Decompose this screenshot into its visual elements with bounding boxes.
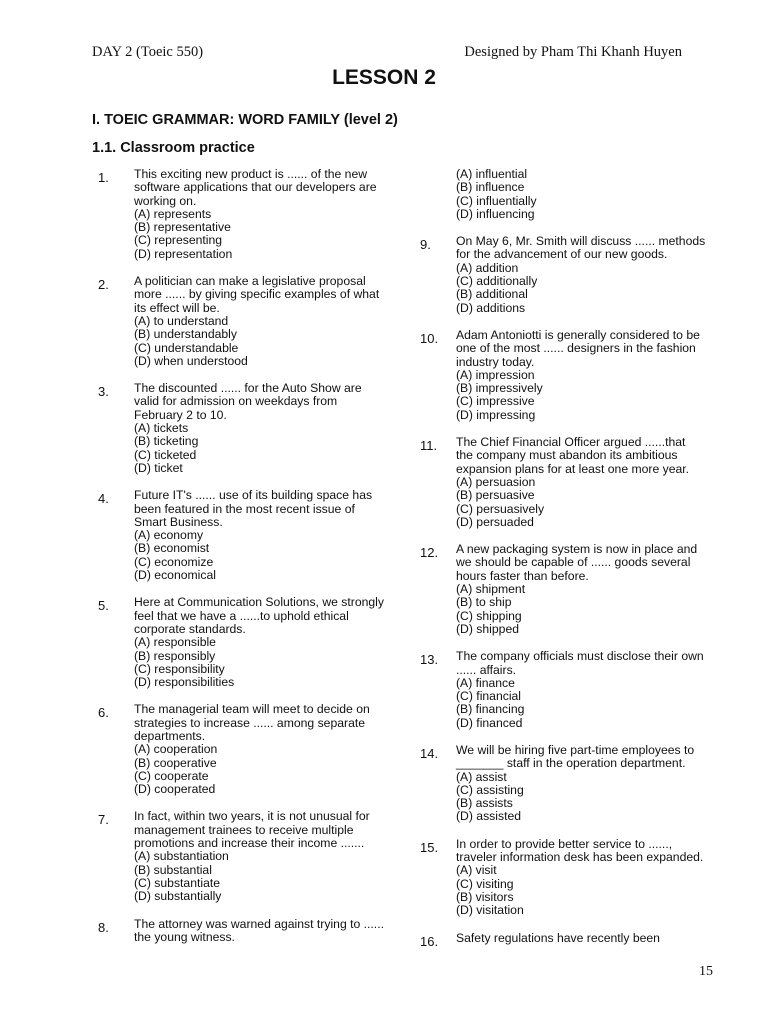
question-number: 3. [98,384,109,400]
answer-option: (D) visitation [456,903,524,918]
answer-option: (B) financing [456,702,525,717]
answer-option: (D) economical [134,568,216,583]
section-title: I. TOEIC GRAMMAR: WORD FAMILY (level 2) [92,112,398,128]
question-body [456,932,720,945]
question-body [456,235,720,315]
answer-option: (A) to understand [134,313,229,328]
question-text: Safety regulations have recently been [456,930,660,945]
answer-option: (D) impressing [456,407,536,422]
question-item [98,810,398,903]
answer-option: (A) tickets [134,421,189,436]
answer-option: (B) additional [456,287,528,302]
answer-option: (C) cooperate [134,768,209,783]
answer-option: (B) visitors [456,889,514,904]
question-text: On May 6, Mr. Smith will discuss ...... methods for the advancement of our new goods. [456,234,706,262]
question-item [98,382,398,475]
question-text: In order to provide better service to ......, traveler information desk has been expanded. [456,836,704,865]
right-column [420,168,720,959]
question-body [134,489,398,582]
question-text: The company officials must disclose their own ...... affairs. [456,649,704,677]
question-text: The attorney was warned against trying to ...... the young witness. [134,916,384,944]
answer-option: (C) representing [134,233,223,248]
answer-option: (B) economist [134,541,210,556]
answer-option: (C) economize [134,554,214,569]
answer-option: (B) to ship [456,595,512,610]
question-body [456,838,720,918]
question-number: 14. [420,745,439,761]
question-body [456,744,720,824]
answer-option: (D) substantially [134,889,222,904]
question-item [98,489,398,582]
answer-option: (D) influencing [456,206,535,221]
answer-option: (B) assists [456,796,513,811]
answer-option: (D) representation [134,246,233,261]
question-number: 15. [420,839,439,855]
answer-option: (A) influential [456,167,528,181]
question-body [134,918,398,945]
answer-option: (C) understandable [134,340,239,355]
question-item [420,329,720,422]
question-text: The managerial team will meet to decide on strategies to increase ...... among separate departments. [134,702,370,743]
question-body [456,436,720,529]
question-body [456,329,720,422]
question-text: Here at Communication Solutions, we strongly feel that we have a ......to uphold ethical corporate standards. [134,595,384,636]
question-item [420,838,720,918]
question-body [134,596,398,689]
answer-option: (B) cooperative [134,755,217,770]
left-column [98,168,398,958]
answer-option: (A) represents [134,206,212,221]
question-number: 8. [98,919,109,935]
question-number: 12. [420,545,439,561]
answer-option: (A) substantiation [134,849,229,864]
answer-option: (B) ticketing [134,434,199,449]
question-body [134,275,398,368]
answer-option: (D) ticket [134,460,183,475]
answer-option: (A) finance [456,675,515,690]
question-number: 7. [98,812,109,828]
answer-option: (C) persuasively [456,501,545,516]
answer-option: (C) shipping [456,608,522,623]
answer-option: (C) substantiate [134,875,221,890]
page-number: 15 [699,964,713,979]
question-text: A new packaging system is now in place and we should be capable of ...... goods several hours faster than before. [456,542,698,583]
question-8-options [456,168,720,221]
answer-option: (A) assist [456,769,507,784]
question-number: 6. [98,705,109,721]
question-number: 16. [420,933,439,949]
question-item [98,703,398,796]
question-number: 9. [420,237,431,253]
question-item [98,918,398,945]
question-item [98,168,398,261]
answer-option: (B) responsibly [134,648,216,663]
question-item [420,930,720,949]
answer-option: (D) responsibilities [134,675,235,690]
question-item [98,275,398,368]
answer-option: (D) financed [456,715,523,730]
answer-option: (C) additionally [456,274,538,289]
question-number: 13. [420,652,439,668]
answer-option: (B) substantial [134,862,212,877]
question-body [134,382,398,475]
question-body [134,703,398,796]
question-number: 10. [420,330,439,346]
answer-option: (B) influence [456,180,525,195]
question-item [420,650,720,730]
answer-option: (C) ticketed [134,447,197,462]
question-number: 2. [98,277,109,293]
question-item [98,596,398,689]
answer-option: (B) understandably [134,327,237,342]
question-body [456,650,720,730]
question-body [134,168,398,261]
answer-option: (D) when understood [134,353,248,368]
question-number: 4. [98,491,109,507]
answer-option: (D) cooperated [134,782,216,797]
question-item [420,436,720,529]
question-number: 1. [98,170,109,185]
question-number: 11. [420,438,438,454]
question-body [456,543,720,636]
answer-option: (D) assisted [456,809,522,824]
question-text: Adam Antoniotti is generally considered to be one of the most ...... designers in the fashion industry today. [456,327,700,369]
answer-option: (A) responsible [134,635,216,650]
answer-option: (C) responsibility [134,661,225,676]
answer-option: (D) persuaded [456,514,534,529]
question-text: We will be hiring five part-time employees to _______ staff in the operation department. [456,742,695,771]
question-item [420,235,720,315]
answer-option: (D) shipped [456,621,519,636]
question-text: A politician can make a legislative proposal more ...... by giving specific examples of what its effect will be. [134,274,380,315]
header-left: DAY 2 (Toeic 550) [92,44,204,60]
answer-option: (A) cooperation [134,742,218,757]
question-text: In fact, within two years, it is not unusual for management trainees to receive multiple promotions and increase their income ....... [134,809,370,851]
answer-option: (B) persuasive [456,488,535,503]
question-body [134,810,398,903]
answer-option: (D) additions [456,300,526,315]
answer-option: (C) financial [456,689,522,704]
answer-option: (B) impressively [456,381,543,396]
question-text: This exciting new product is ...... of the new software applications that our developers are working on. [134,167,377,208]
answer-option: (C) visiting [456,876,514,891]
answer-option: (A) economy [134,528,204,543]
lesson-title: LESSON 2 [332,66,436,89]
question-text: Future IT's ...... use of its building space has been featured in the most recent issue of Smart Business. [134,488,373,529]
answer-option: (C) impressive [456,394,535,409]
question-number: 5. [98,598,109,614]
question-text: The discounted ...... for the Auto Show are valid for admission on weekdays from February 2 to 10. [134,381,362,422]
answer-option: (B) representative [134,220,231,235]
header-right: Designed by Pham Thi Khanh Huyen [464,44,682,60]
question-item [420,744,720,824]
answer-option: (C) influentially [456,193,537,208]
question-item [420,543,720,636]
answer-option: (A) addition [456,260,519,275]
answer-option: (C) assisting [456,782,524,797]
subsection-title: 1.1. Classroom practice [92,140,255,156]
answer-option: (A) persuasion [456,474,536,489]
answer-option: (A) shipment [456,582,526,597]
answer-option: (A) impression [456,367,535,382]
question-text: The Chief Financial Officer argued ......that the company must abandon its ambitious expansion plans for at least one more year. [456,435,690,476]
answer-option: (A) visit [456,863,497,878]
